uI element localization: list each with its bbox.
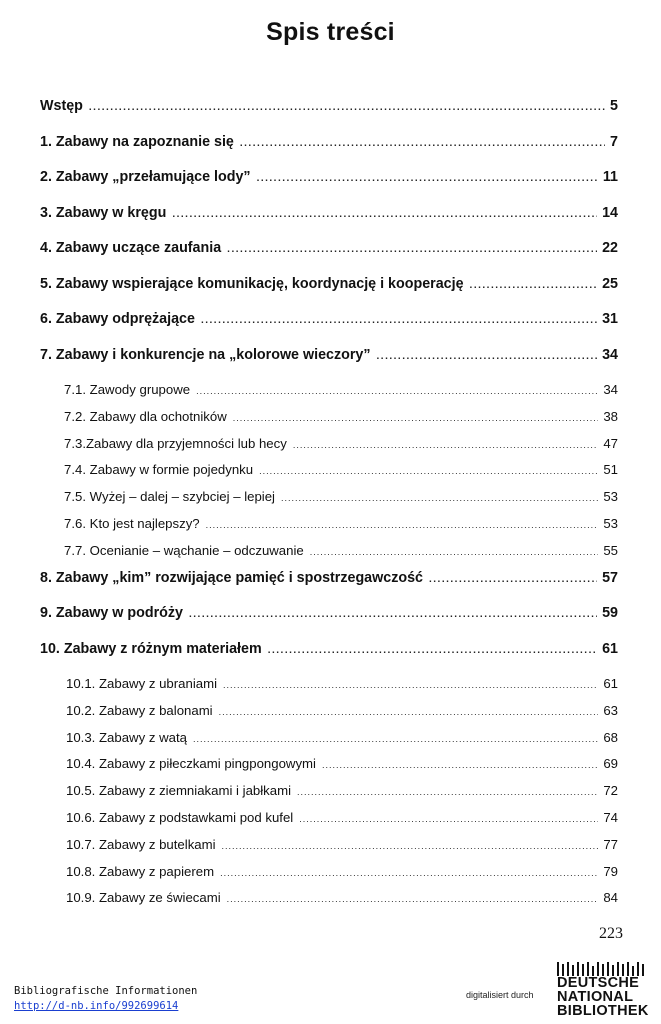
dnb-logo-line-3: BIBLIOTHEK [557, 1003, 649, 1019]
toc-entry-title: 3. Zabawy w kręgu [40, 204, 167, 221]
toc-entry-page: 5 [610, 98, 618, 114]
dot-leader [268, 645, 597, 656]
toc-entry-page: 22 [602, 240, 618, 256]
dot-leader [193, 734, 598, 744]
toc-entry-page: 31 [602, 311, 618, 327]
toc-entry-title: 7.6. Kto jest najlepszy? [64, 515, 200, 531]
toc-section-entry [40, 837, 618, 864]
toc-section-entry [40, 543, 618, 570]
dnb-logo [555, 962, 650, 1020]
bibliographic-info [14, 984, 197, 1014]
toc-entry-page: 34 [602, 346, 618, 363]
toc-entry-title: 7.3.Zabawy dla przyjemności lub hecy [64, 435, 287, 451]
toc-entry-title: 10.9. Zabawy ze świecami [66, 890, 221, 906]
page-number: 223 [599, 925, 623, 942]
toc-entry-page: 53 [603, 489, 618, 505]
toc-entry-title: 10.7. Zabawy z butelkami [66, 836, 216, 852]
dot-leader [297, 787, 598, 797]
toc-entry-page: 38 [603, 408, 618, 424]
toc-chapter-entry [40, 240, 618, 276]
toc-section-entry [40, 409, 618, 436]
toc-chapter-entry [40, 134, 618, 170]
dot-leader [89, 102, 605, 113]
toc-chapter-entry [40, 605, 618, 641]
toc-section-entry [40, 382, 618, 409]
toc-entry-title: 6. Zabawy odprężające [40, 311, 195, 327]
dot-leader [322, 760, 598, 770]
dnb-logo-line-1: DEUTSCHE [557, 975, 640, 991]
toc-entry-page: 59 [602, 605, 618, 622]
toc-chapter-entry [40, 205, 618, 241]
dot-leader [299, 814, 598, 824]
toc-entry-page: 69 [603, 756, 618, 772]
dot-leader [196, 386, 598, 396]
toc-chapter-entry [40, 311, 618, 347]
toc-entry-page: 79 [603, 863, 618, 879]
toc-entry-page: 74 [603, 810, 618, 826]
toc-section-entry [40, 864, 618, 891]
toc-entry-title: 7.4. Zabawy w formie pojedynku [64, 462, 254, 478]
toc-entry-title: Wstęp [40, 98, 83, 114]
toc-entry-page: 72 [603, 783, 618, 799]
toc-section-entry [40, 516, 618, 543]
toc-chapter-entry [40, 276, 618, 312]
toc-entry-title: 7.2. Zabawy dla ochotników [64, 408, 227, 424]
dot-leader [172, 209, 597, 220]
toc-chapter-entry [40, 570, 618, 606]
toc-entry-title: 10.5. Zabawy z ziemniakami i jabłkami [66, 783, 292, 799]
dot-leader [222, 841, 599, 851]
toc-section-entry [40, 756, 618, 783]
toc-entry-page: 77 [603, 836, 618, 852]
dot-leader [227, 244, 597, 255]
toc-entry-title: 2. Zabawy „przełamujące lody” [40, 169, 251, 185]
biblio-link[interactable]: http://d-nb.info/992699614 [14, 1000, 179, 1012]
toc-section-entry [40, 436, 618, 463]
dot-leader [201, 315, 597, 326]
toc-entry-title: 10.3. Zabawy z watą [66, 729, 187, 745]
toc-section-entry [40, 676, 618, 703]
toc-entry-title: 10.8. Zabawy z papierem [66, 863, 215, 879]
toc-entry-title: 9. Zabawy w podróży [40, 605, 183, 622]
toc-chapter-entry [40, 98, 618, 134]
toc-section-entry [40, 462, 618, 489]
dot-leader [240, 138, 605, 149]
toc-entry-title: 10.1. Zabawy z ubraniami [66, 676, 217, 692]
toc-entry-title: 10. Zabawy z różnym materiałem [40, 640, 262, 657]
toc-entry-title: 4. Zabawy uczące zaufania [40, 240, 222, 256]
toc-entry-page: 47 [603, 435, 618, 451]
toc-entry-page: 84 [603, 890, 618, 906]
toc-entry-page: 34 [603, 382, 618, 397]
toc-chapter-entry [40, 169, 618, 205]
toc-chapter-entry [40, 641, 618, 677]
dot-leader [220, 868, 598, 878]
toc-section-entry [40, 810, 618, 837]
dot-leader [310, 547, 599, 557]
toc-entry-page: 51 [603, 462, 618, 478]
dot-leader [470, 280, 598, 291]
toc-entry-title: 7.7. Ocenianie – wąchanie – odczuwanie [64, 542, 304, 558]
dot-leader [281, 493, 598, 503]
toc-entry-title: 1. Zabawy na zapoznanie się [40, 133, 234, 150]
dot-leader [227, 894, 599, 904]
toc-entry-title: 7.5. Wyżej – dalej – szybciej – lepiej [64, 489, 275, 505]
toc-section-entry [40, 783, 618, 810]
toc-section-entry [40, 730, 618, 757]
toc-entry-page: 57 [602, 569, 618, 586]
toc-entry-page: 7 [610, 133, 618, 150]
dot-leader [206, 520, 599, 530]
toc-entry-page: 11 [602, 169, 618, 185]
toc-chapter-entry [40, 347, 618, 383]
biblio-label: Bibliografische Informationen [14, 985, 198, 997]
toc-entry-title: 10.2. Zabawy z balonami [66, 702, 213, 718]
toc-entry-page: 61 [603, 676, 618, 692]
dot-leader [259, 466, 598, 476]
toc-entry-page: 14 [602, 204, 618, 221]
toc-section-entry [40, 703, 618, 730]
toc-entry-page: 61 [602, 640, 618, 657]
toc-entry-title: 10.6. Zabawy z podstawkami pod kufel [66, 810, 294, 826]
toc-entry-page: 55 [603, 542, 618, 558]
toc-entry-title: 7.1. Zawody grupowe [64, 382, 191, 397]
toc-entry-title: 5. Zabawy wspierające komunikację, koordynację i kooperację [40, 275, 464, 292]
dot-leader [223, 680, 598, 690]
dnb-logo-bars-icon [555, 962, 650, 976]
toc-entry-title: 7. Zabawy i konkurencje na „kolorowe wieczory” [40, 346, 371, 363]
toc-entry-title: 8. Zabawy „kim” rozwijające pamięć i spostrzegawczość [40, 569, 423, 586]
table-of-contents [40, 98, 618, 917]
dot-leader [219, 707, 599, 717]
dot-leader [189, 609, 597, 620]
toc-entry-page: 25 [602, 275, 618, 292]
page-title: Spis treści [266, 18, 395, 46]
toc-entry-page: 68 [603, 729, 618, 745]
toc-section-entry [40, 890, 618, 917]
toc-entry-page: 53 [603, 515, 618, 531]
toc-section-entry [40, 489, 618, 516]
dot-leader [293, 440, 598, 450]
toc-entry-title: 10.4. Zabawy z piłeczkami pingpongowymi [66, 756, 316, 772]
dot-leader [429, 574, 597, 585]
dnb-logo-line-2: NATIONAL [557, 989, 634, 1005]
toc-entry-page: 63 [603, 702, 618, 718]
dot-leader [233, 413, 599, 423]
digitized-by-label: digitalisiert durch [466, 990, 534, 1000]
dot-leader [377, 351, 598, 362]
dot-leader [257, 173, 598, 184]
